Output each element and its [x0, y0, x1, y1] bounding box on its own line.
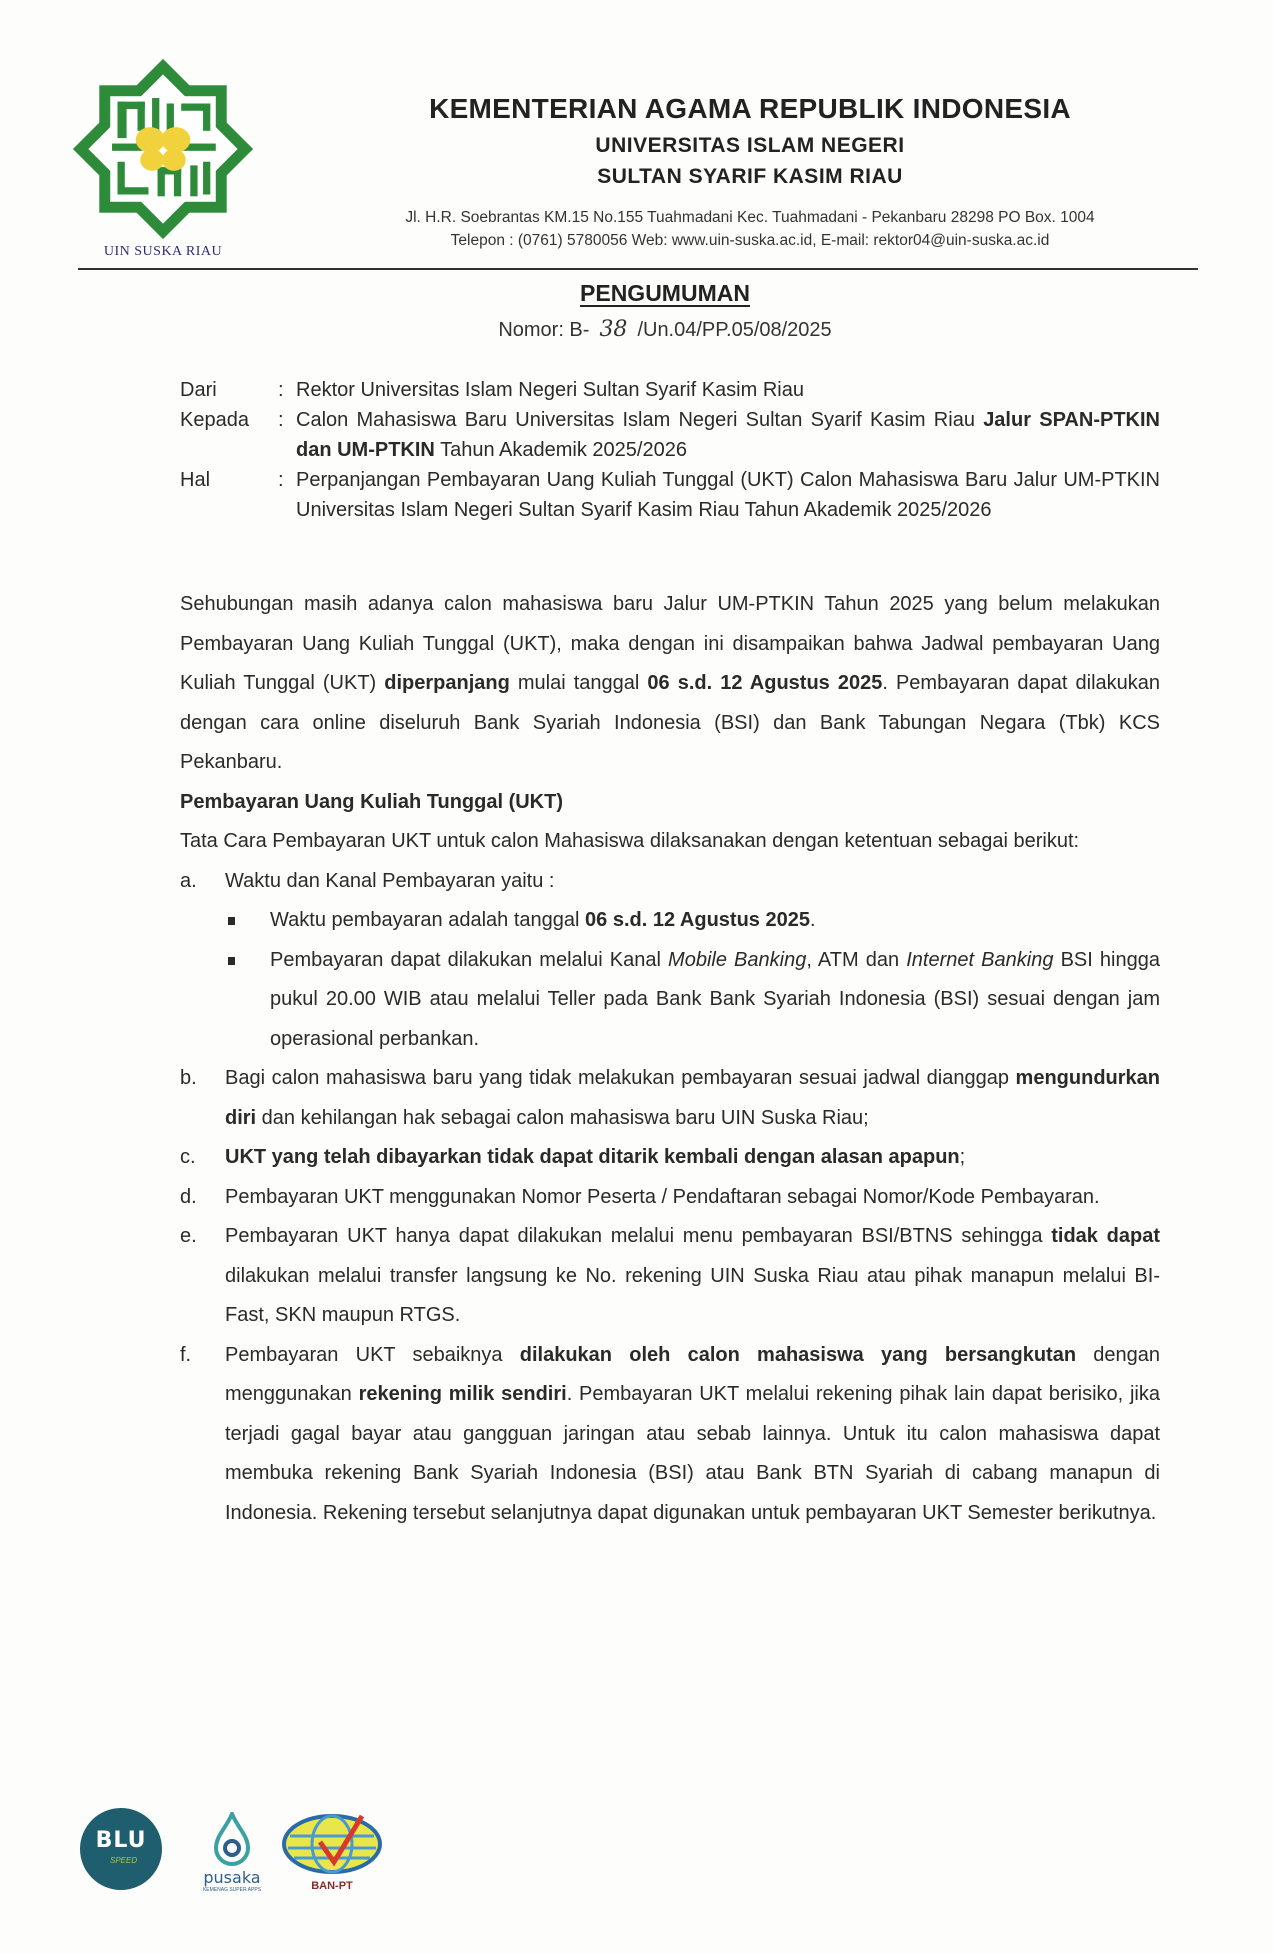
- letterhead: [300, 92, 1200, 252]
- provisions-list: [180, 862, 1160, 1534]
- uin-suska-logo-icon: [72, 58, 254, 240]
- handwritten-number: 38: [599, 317, 628, 342]
- bullet-item: Pembayaran dapat dilakukan melalui Kanal Mobile Banking, ATM dan Internet Banking BSI hingga pukul 20.00 WIB atau melalui Teller pada Bank Bank Syariah Indonesia (BSI) sesuai dengan jam operasional perbankan.: [225, 941, 1160, 1060]
- intro-paragraph: Sehubungan masih adanya calon mahasiswa baru Jalur UM-PTKIN Tahun 2025 yang belum melakukan Pembayaran Uang Kuliah Tunggal (UKT), maka dengan ini disampaikan bahwa Jadwal pembayaran Uang Kuliah Tunggal (UKT) diperpanjang mulai tanggal 06 s.d. 12 Agustus 2025. Pembayaran dapat dilakukan dengan cara online diseluruh Bank Syariah Indonesia (BSI) dan Bank Tabungan Negara (Tbk) KCS Pekanbaru.: [180, 593, 1161, 773]
- bullet-item: Waktu pembayaran adalah tanggal 06 s.d. 12 Agustus 2025.: [225, 901, 1160, 941]
- document-title: PENGUMUMAN: [580, 280, 750, 306]
- blu-logo-icon: BLU SPEED: [80, 1808, 162, 1890]
- lead-paragraph: Tata Cara Pembayaran UKT untuk calon Mahasiswa dilaksanakan dengan ketentuan sebagai berikut:: [180, 830, 1080, 852]
- list-item-c: c. UKT yang telah dibayarkan tidak dapat ditarik kembali dengan alasan apapun;: [180, 1146, 966, 1168]
- university-name-line2: SULTAN SYARIF KASIM RIAU: [597, 165, 903, 188]
- list-item-d: d. Pembayaran UKT menggunakan Nomor Peserta / Pendaftaran sebagai Nomor/Kode Pembayaran.: [180, 1185, 1100, 1208]
- letter-meta: [180, 375, 1160, 525]
- list-item-f: f. Pembayaran UKT sebaiknya dilakukan oleh calon mahasiswa yang bersangkutan dengan menggunakan rekening milik sendiri. Pembayaran UKT melalui rekening pihak lain dapat berisiko, jika terjadi gagal bayar atau gangguan jaringan atau sebab lainnya. Untuk itu calon mahasiswa dapat membuka rekening Bank Syariah Indonesia (BSI) atau Bank BTN Syariah di cabang manapun di Indonesia. Rekening tersebut selanjutnya dapat digunakan untuk pembayaran UKT Semester berikutnya.: [180, 1343, 1161, 1524]
- section-heading: Pembayaran Uang Kuliah Tunggal (UKT): [180, 790, 563, 813]
- contact-info: Telepon : (0761) 5780056 Web: www.uin-suska.ac.id, E-mail: rektor04@uin-suska.ac.id: [450, 232, 1050, 249]
- banpt-logo-icon: BAN-PT: [280, 1812, 384, 1898]
- meta-dari: Dari : Rektor Universitas Islam Negeri Sultan Syarif Kasim Riau: [180, 379, 804, 401]
- university-name-line1: UNIVERSITAS ISLAM NEGERI: [595, 134, 905, 157]
- bullet-icon: [225, 941, 270, 1060]
- ministry-name: KEMENTERIAN AGAMA REPUBLIK INDONESIA: [429, 93, 1071, 124]
- letterhead-divider: [78, 268, 1198, 270]
- sub-bullets: [225, 901, 1160, 1059]
- meta-kepada: Kepada : Calon Mahasiswa Baru Universitas Islam Negeri Sultan Syarif Kasim Riau Jalur SPAN-PTKIN dan UM-PTKIN Tahun Akademik 2025/2026: [180, 409, 1160, 461]
- meta-hal: Hal : Perpanjangan Pembayaran Uang Kuliah Tunggal (UKT) Calon Mahasiswa Baru Jalur UM-PTKIN Universitas Islam Negeri Sultan Syarif Kasim Riau Tahun Akademik 2025/2026: [180, 469, 1160, 521]
- bullet-icon: [225, 901, 270, 941]
- logo-caption: UIN SUSKA RIAU: [103, 244, 223, 259]
- document-number: Nomor: B- 38 /Un.04/PP.05/08/2025: [498, 317, 832, 342]
- letter-body: [180, 585, 1160, 1533]
- list-item-a: a. Waktu dan Kanal Pembayaran yaitu :: [180, 869, 555, 892]
- address: Jl. H.R. Soebrantas KM.15 No.155 Tuahmadani Kec. Tuahmadani - Pekanbaru 28298 PO Box. 1004: [405, 209, 1095, 226]
- list-item-e: e. Pembayaran UKT hanya dapat dilakukan melalui menu pembayaran BSI/BTNS sehingga tidak dapat dilakukan melalui transfer langsung ke No. rekening UIN Suska Riau atau pihak manapun melalui BI-Fast, SKN maupun RTGS.: [180, 1225, 1160, 1326]
- list-item-b: b. Bagi calon mahasiswa baru yang tidak melakukan pembayaran sesuai jadwal dianggap mengundurkan diri dan kehilangan hak sebagai calon mahasiswa baru UIN Suska Riau;: [180, 1067, 1160, 1129]
- pusaka-logo-icon: pusaka KEMENAG SUPER APPS: [196, 1812, 268, 1894]
